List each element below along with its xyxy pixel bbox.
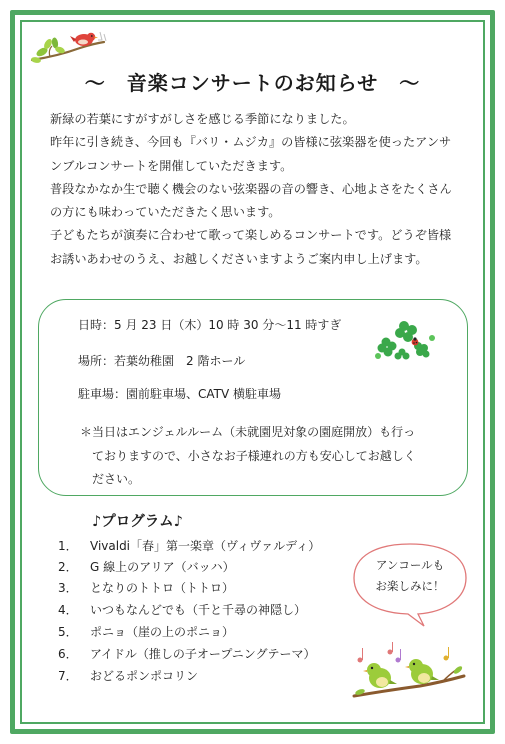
program-item-title: おどるポンポコリン <box>90 669 199 683</box>
intro-paragraph: 昨年に引き続き、今回も『バリ・ムジカ』の皆様に弦楽器を使ったアンサンブルコンサートを開催していただきます。 <box>50 135 452 173</box>
program-item-title: G 線上のアリア（バッハ） <box>90 560 235 574</box>
program-item-title: Vivaldi「春」第一楽章（ヴィヴァルディ） <box>90 539 321 553</box>
program-heading: ♪プログラム♪ <box>92 514 183 530</box>
program-item-number: 1． <box>58 539 78 553</box>
program-item-title: アイドル（推しの子オープニングテーマ） <box>90 647 316 661</box>
program-item-number: 3． <box>58 581 78 595</box>
event-parking: 駐車場：園前駐車場、CATV 横駐車場 <box>78 387 282 401</box>
intro-paragraph: 子どもたちが演奏に合わせて歌って楽しめるコンサートです。どうぞ皆様お誘いあわせのうえ、お越しくださいますようご案内申し上げます。 <box>50 228 452 266</box>
program-item-number: 5． <box>58 625 78 639</box>
event-place: 場所：若葉幼稚園 2 階ホール <box>78 354 246 368</box>
program-item-title: いつもなんどでも（千と千尋の神隠し） <box>90 603 307 617</box>
event-date: 日時：5 月 23 日（木）10 時 30 分〜11 時すぎ <box>78 318 342 332</box>
program-item-number: 7． <box>58 669 78 683</box>
note-line: ださい。 <box>92 472 141 486</box>
intro-text <box>50 108 460 271</box>
intro-paragraph: 普段なかなか生で聴く機会のない弦楽器の音の響き、心地よさをたくさんの方にも味わっていただきたく思います。 <box>50 181 452 220</box>
program-item-title: となりのトトロ（トトロ） <box>90 581 235 595</box>
two-birds-singing-icon <box>350 640 468 702</box>
program-item-number: 2． <box>58 560 78 574</box>
page-title: 〜 音楽コンサートのお知らせ 〜 <box>84 71 421 95</box>
note-line: ＊当日はエンジェルルーム（未就園児対象の園庭開放）も行っ <box>80 425 416 439</box>
bubble-line: アンコールも <box>375 558 445 572</box>
clover-ladybug-icon <box>374 318 436 362</box>
program-item-number: 6． <box>58 647 78 661</box>
bubble-text <box>352 555 468 597</box>
note-line: ておりますので、小さなお子様連れの方も安心してお越しく <box>92 448 416 463</box>
bubble-line: お楽しみに！ <box>375 579 445 593</box>
program-item-title: ポニョ（崖の上のポニョ） <box>90 625 235 639</box>
bird-on-branch-icon <box>28 30 110 66</box>
program-item-number: 4． <box>58 603 78 617</box>
event-note <box>80 421 450 492</box>
intro-paragraph: 新緑の若葉にすがすがしさを感じる季節になりました。 <box>50 112 355 126</box>
